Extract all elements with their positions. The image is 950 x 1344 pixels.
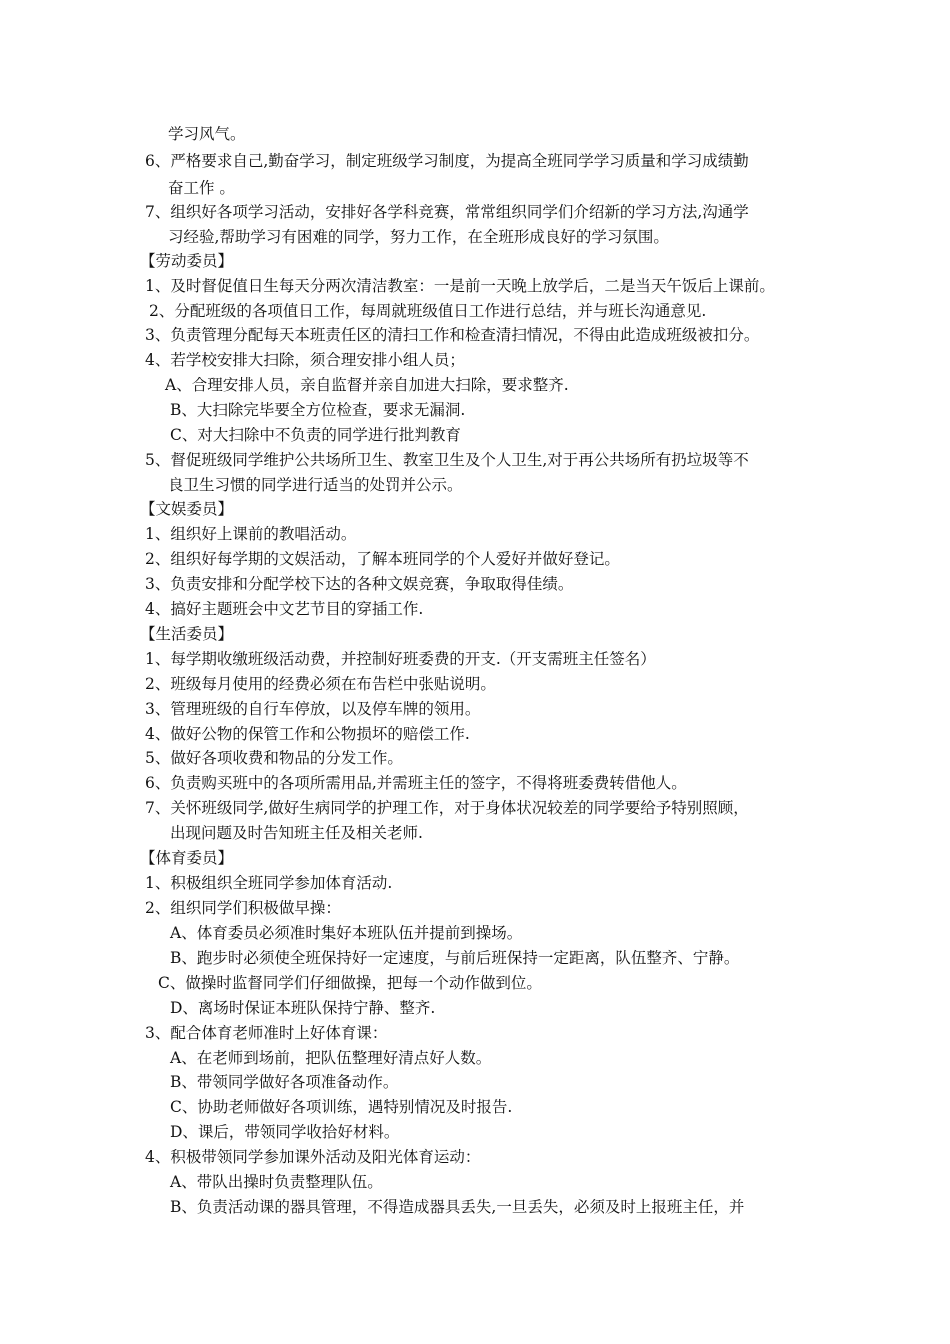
text-line: 3、负责管理分配每天本班责任区的清扫工作和检查清扫情况，不得由此造成班级被扣分。 bbox=[145, 326, 760, 344]
text-line: 学习风气。 bbox=[168, 125, 246, 143]
text-line: 4、搞好主题班会中文艺节目的穿插工作. bbox=[145, 600, 424, 618]
text-line: 7、关怀班级同学,做好生病同学的护理工作，对于身体状况较差的同学要给予特别照顾， bbox=[145, 799, 749, 817]
text-line: D、离场时保证本班队保持宁静、整齐. bbox=[170, 999, 436, 1017]
text-line: 1、每学期收缴班级活动费，并控制好班委费的开支.（开支需班主任签名） bbox=[145, 650, 656, 668]
text-line: 1、积极组织全班同学参加体育活动. bbox=[145, 874, 393, 892]
text-line: 2、组织同学们积极做早操： bbox=[145, 899, 341, 917]
text-line: 2、班级每月使用的经费必须在布告栏中张贴说明。 bbox=[145, 675, 496, 693]
text-line: A、体育委员必须准时集好本班队伍并提前到操场。 bbox=[170, 924, 523, 942]
text-line: 4、积极带领同学参加课外活动及阳光体育运动： bbox=[145, 1148, 481, 1166]
text-line: 5、督促班级同学维护公共场所卫生、教室卫生及个人卫生,对于再公共场所有扔垃圾等不 bbox=[145, 451, 749, 469]
text-line: 4、做好公物的保管工作和公物损坏的赔偿工作. bbox=[145, 725, 470, 743]
text-line: A、带队出操时负责整理队伍。 bbox=[170, 1173, 383, 1191]
section-heading: 【生活委员】 bbox=[140, 625, 234, 643]
text-line: 3、配合体育老师准时上好体育课： bbox=[145, 1024, 388, 1042]
text-line: 奋工作 。 bbox=[168, 179, 235, 197]
text-line: 3、负责安排和分配学校下达的各种文娱竞赛，争取取得佳绩。 bbox=[145, 575, 574, 593]
text-line: 2、组织好每学期的文娱活动，了解本班同学的个人爱好并做好登记。 bbox=[145, 550, 620, 568]
text-line: D、课后，带领同学收拾好材料。 bbox=[170, 1123, 400, 1141]
text-line: 习经验,帮助学习有困难的同学，努力工作，在全班形成良好的学习氛围。 bbox=[168, 228, 669, 246]
text-line: 1、组织好上课前的教唱活动。 bbox=[145, 525, 357, 543]
text-line: 1、及时督促值日生每天分两次清洁教室：一是前一天晚上放学后，二是当天午饭后上课前。 bbox=[145, 277, 775, 295]
text-line: B、带领同学做好各项准备动作。 bbox=[170, 1073, 399, 1091]
text-line: A、在老师到场前，把队伍整理好清点好人数。 bbox=[170, 1049, 492, 1067]
section-heading: 【文娱委员】 bbox=[140, 500, 234, 518]
text-line: 6、严格要求自己,勤奋学习，制定班级学习制度，为提高全班同学学习质量和学习成绩勤 bbox=[145, 152, 749, 170]
text-line: 出现问题及时告知班主任及相关老师. bbox=[170, 824, 423, 842]
section-heading: 【劳动委员】 bbox=[140, 252, 234, 270]
text-line: 3、管理班级的自行车停放，以及停车牌的领用。 bbox=[145, 700, 481, 718]
text-line: C、做操时监督同学们仔细做操，把每一个动作做到位。 bbox=[158, 974, 542, 992]
text-line: C、协助老师做好各项训练，遇特别情况及时报告. bbox=[170, 1098, 513, 1116]
text-line: B、负责活动课的器具管理，不得造成器具丢失,一旦丢失，必须及时上报班主任，并 bbox=[170, 1198, 745, 1216]
text-line: 良卫生习惯的同学进行适当的处罚并公示。 bbox=[168, 476, 463, 494]
text-line: C、对大扫除中不负责的同学进行批判教育 bbox=[170, 426, 461, 444]
text-line: 2、分配班级的各项值日工作，每周就班级值日工作进行总结，并与班长沟通意见. bbox=[149, 302, 707, 320]
text-line: 5、做好各项收费和物品的分发工作。 bbox=[145, 749, 403, 767]
text-line: B、大扫除完毕要全方位检查，要求无漏洞. bbox=[170, 401, 466, 419]
text-line: A、合理安排人员，亲自监督并亲自加进大扫除，要求整齐. bbox=[165, 376, 569, 394]
text-line: 4、若学校安排大扫除，须合理安排小组人员； bbox=[145, 351, 465, 369]
text-line: 6、负责购买班中的各项所需用品,并需班主任的签字，不得将班委费转借他人。 bbox=[145, 774, 687, 792]
text-line: 7、组织好各项学习活动，安排好各学科竞赛，常常组织同学们介绍新的学习方法,沟通学 bbox=[145, 203, 749, 221]
section-heading: 【体育委员】 bbox=[140, 849, 234, 867]
text-line: B、跑步时必须使全班保持好一定速度，与前后班保持一定距离，队伍整齐、宁静。 bbox=[170, 949, 740, 967]
